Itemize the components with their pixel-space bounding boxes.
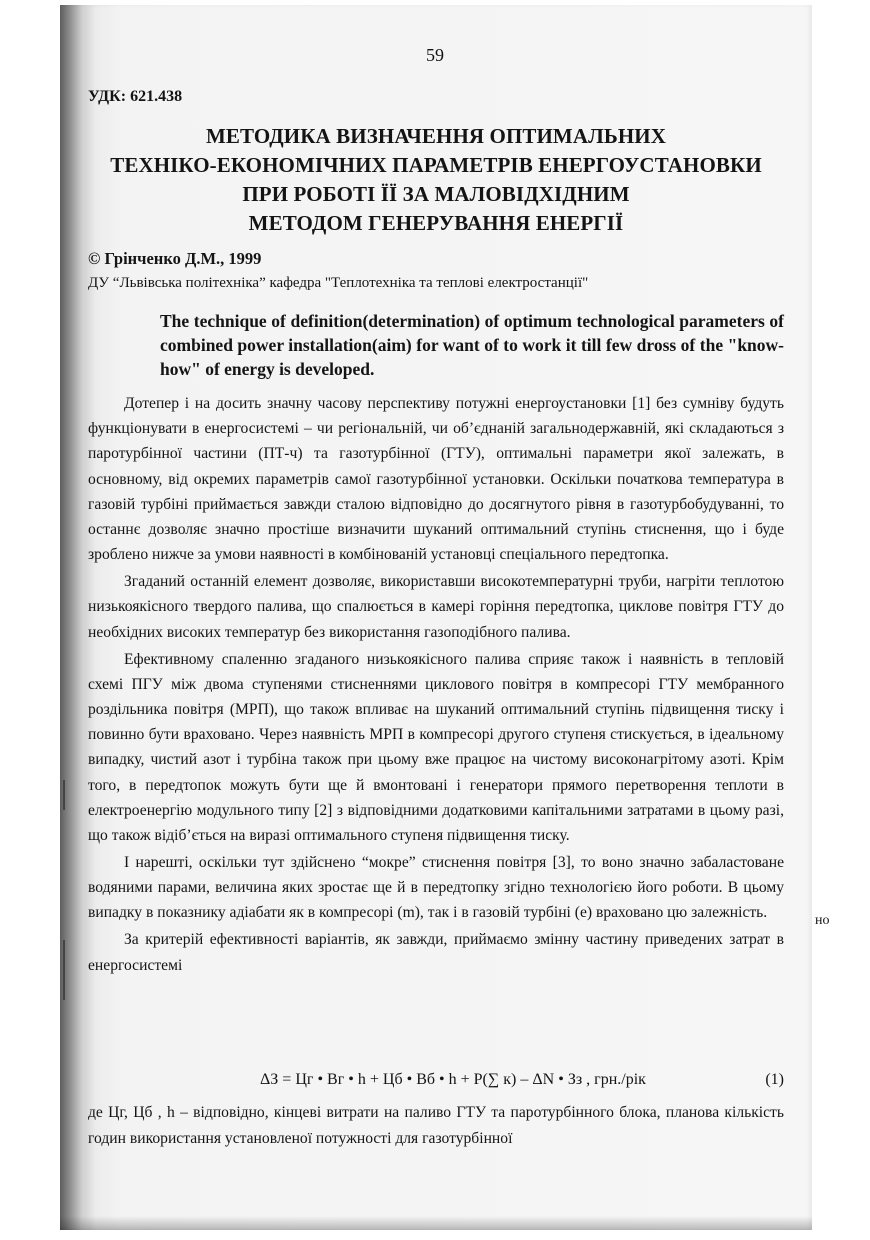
equation-1	[88, 1068, 784, 1096]
paragraph: Ефективному спаленню згаданого низькоякісного палива сприяє також і наявність в тепловій схемі ПГУ між двома ступенями стисненнями циклового повітря в компресорі ГТУ мембранного роздільника повітря (МРП), що також впливає на шуканий оптимальний ступінь підвищення тиску і повинно бути враховано. Через наявність МРП в компресорі другого ступеня стискується, в ідеальному випадку, чистий азот і турбіна також при цьому вже працює на чистому високонагрітому азоті. Крім того, в передтопок можуть бути ще й вмонтовані і генератори прямого перетворення теплоти в електроенергію модульного типу [2] з відповідними додатковими капітальними затратами в цьому разі, що також відіб’ється на виразі оптимального ступеня підвищення тиску.	[88, 650, 784, 845]
title-line: ТЕХНІКО-ЕКОНОМІЧНИХ ПАРАМЕТРІВ ЕНЕРГОУСТАНОВКИ	[110, 153, 762, 177]
paragraph: За критерій ефективності варіантів, як завжди, приймаємо змінну частину приведених затрат в енергосистемі	[88, 931, 784, 974]
abstract: The technique of definition(determination) of optimum technological parameters of combined power installation(aim) for want of to work it till few dross of the "know-how" of energy is developed.	[160, 311, 784, 379]
paragraph: де Цг, Цб , h – відповідно, кінцеві витрати на паливо ГТУ та паротурбінного блока, планова кількість годин використання установленої потужності для газотурбінної	[88, 1104, 784, 1147]
body-text-continued	[88, 1100, 784, 1152]
udc-code: УДК: 621.438	[88, 88, 183, 105]
title-line: МЕТОДИКА ВИЗНАЧЕННЯ ОПТИМАЛЬНИХ	[206, 124, 666, 148]
title-line: ПРИ РОБОТІ ЇЇ ЗА МАЛОВІДХІДНИМ	[242, 182, 630, 206]
author: © Грінченко Д.М., 1999	[88, 249, 262, 268]
paragraph: Згаданий останній елемент дозволяє, використавши високотемпературні труби, нагріти теплотою низькоякісного твердого палива, що спалюється в камері горіння передтопка, циклове повітря ГТУ до необхідних високих температур без використання газоподібного палива.	[88, 573, 784, 641]
affiliation: ДУ “Львівська політехніка” кафедра "Теплотехніка та теплові електростанції"	[88, 275, 589, 291]
margin-mark	[63, 780, 65, 810]
title-line: МЕТОДОМ ГЕНЕРУВАННЯ ЕНЕРГІЇ	[248, 211, 624, 235]
page-number: 59	[426, 45, 444, 65]
paragraph: Дотепер і на досить значну часову перспективу потужні енергоустановки [1] без сумніву будуть функціонувати в енергосистемі – чи регіональній, чи об’єднаній загальнодержавній, які складаються з паротурбінної частини (ПТ-ч) та газотурбінної (ГТУ), оптимальні параметри якої залежать, в основному, від окремих параметрів самої газотурбінної установки. Оскільки початкова температура в газовій турбіні приймається завжди сталою відповідно до досягнутого рівня в газотурбобудуванні, то останнє дозволяє значно простіше визначити шуканий оптимальний ступінь стиснення, що і буде зроблено нижче за умови наявності в комбінованій установці спеціального передтопка.	[88, 395, 784, 564]
margin-fragment: но	[815, 913, 830, 928]
paragraph: І нарешті, оскільки тут здійснено “мокре” стиснення повітря [3], то воно значно забаластоване водяними парами, величина яких зростає ще й в передтопку згідно технологією його роботи. В цьому випадку в показнику адіабати як в компресорі (m), так і в газовій турбіні (e) враховано цю залежність.	[88, 854, 784, 922]
margin-mark	[63, 940, 65, 1000]
paper-title	[88, 122, 784, 238]
body-text	[88, 391, 784, 980]
equation-number: (1)	[765, 1071, 784, 1088]
equation-expression: ΔЗ = Цг • Вг • h + Цб • Вб • h + P(∑ к) – ΔN • Зз , грн./рік	[260, 1071, 646, 1088]
